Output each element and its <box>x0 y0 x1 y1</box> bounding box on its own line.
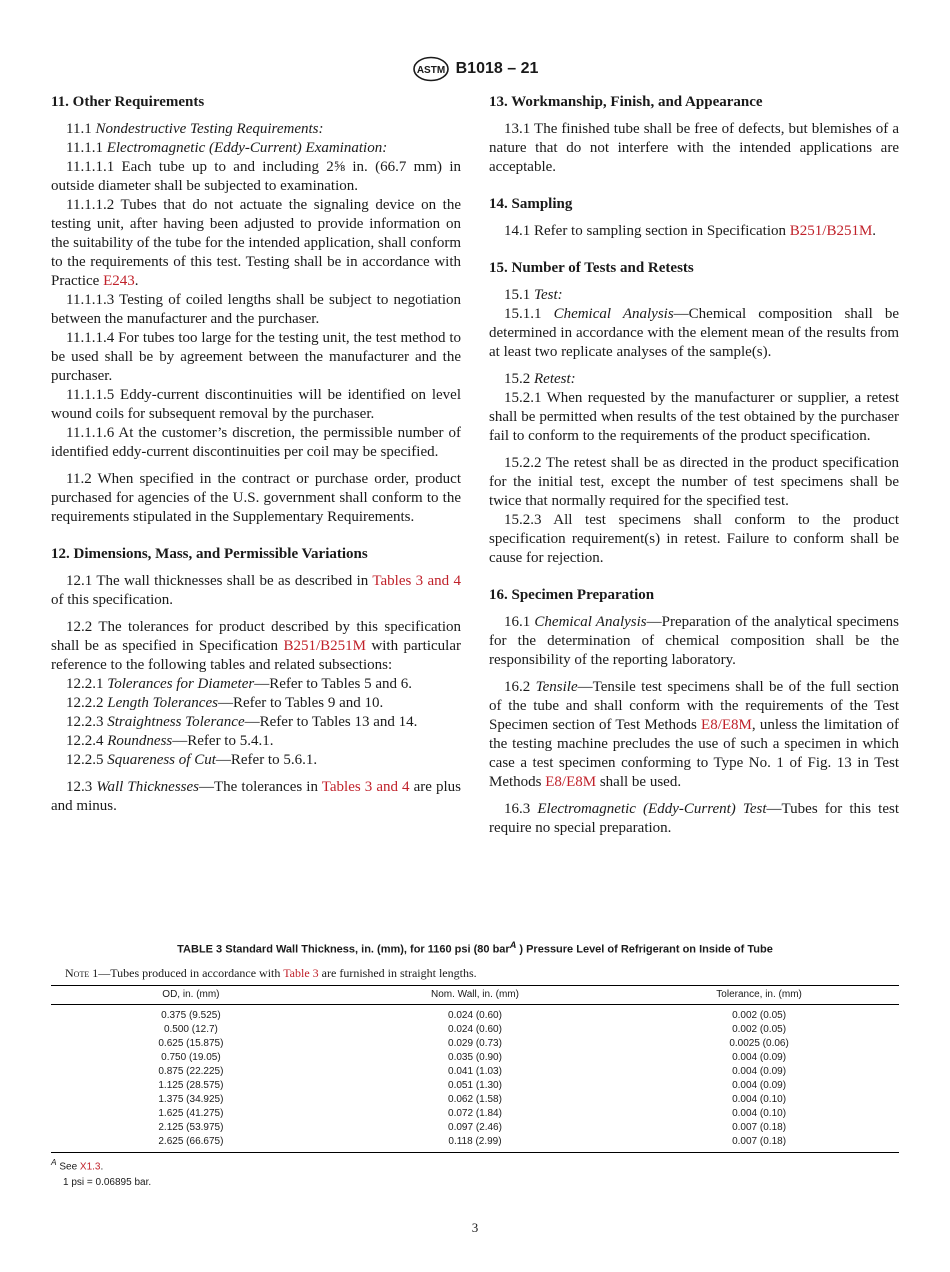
section-13-heading: 13. Workmanship, Finish, and Appearance <box>489 94 763 110</box>
left-column <box>51 93 461 816</box>
table-3-caption: TABLE 3 Standard Wall Thickness, in. (mm), for 1160 psi (80 bar$^A$ ) Pressure Level of Refrigerant on Inside of Tube <box>177 940 773 956</box>
logo-text: ASTM <box>416 65 445 76</box>
section-12-heading: 12. Dimensions, Mass, and Permissible Variations <box>51 546 368 562</box>
astm-logo-icon <box>412 56 450 82</box>
table-row: 1.375 (34.925) 0.062 (1.58) 0.004 (0.10) <box>158 1093 787 1105</box>
para-11-1-1-1: 11.1.1.1 Each tube up to and including 2⅝ in. (66.7 mm) in outside diameter shall be subjected to examination. <box>51 159 461 194</box>
page-header <box>0 55 950 83</box>
table-row: 0.625 (15.875) 0.029 (0.73) 0.0025 (0.06) <box>158 1037 789 1049</box>
standard-designation: B1018 – 21 <box>455 60 539 77</box>
table-3-footnote-a: $^A$ See X1.3. <box>51 1156 104 1172</box>
link-e8-a[interactable]: E8/E8M <box>701 717 752 733</box>
wall-thickness-table <box>51 985 899 1153</box>
para-12-1: 12.1 The wall thicknesses shall be as described in Tables 3 and 4 of this specification. <box>51 573 461 608</box>
para-15-1: 15.1 Test: <box>504 287 563 303</box>
para-11-1-1-4: 11.1.1.4 For tubes too large for the testing unit, the test method to be used shall be by agreement between the manufacturer and the purchaser. <box>51 330 461 384</box>
link-table-3[interactable]: Table 3 <box>283 965 319 980</box>
table-row: 2.625 (66.675) 0.118 (2.99) 0.007 (0.18) <box>51 1135 899 1153</box>
para-12-2-2: 12.2.2 Length Tolerances—Refer to Tables 9 and 10. <box>66 695 384 711</box>
table-row: 0.500 (12.7) 0.024 (0.60) 0.002 (0.05) <box>163 1023 787 1035</box>
section-14-heading: 14. Sampling <box>489 196 573 212</box>
link-e243[interactable]: E243 <box>103 273 135 289</box>
para-15-2-3: 15.2.3 All test specimens shall conform to the product specification requirement(s) in retest. Failure to conform shall be cause for rejection. <box>489 512 899 566</box>
para-12-2-4: 12.2.4 Roundness—Refer to 5.4.1. <box>66 733 274 749</box>
page-number: 3 <box>471 1220 479 1235</box>
para-15-1-1: 15.1.1 Chemical Analysis—Chemical composition shall be determined in accordance with the element mean of the results from at least two replicate analyses of the sample(s). <box>489 306 899 360</box>
para-15-2: 15.2 Retest: <box>504 371 576 387</box>
table-row: 0.750 (19.05) 0.035 (0.90) 0.004 (0.09) <box>161 1051 787 1063</box>
table-3 <box>51 940 899 1190</box>
para-13-1: 13.1 The finished tube shall be free of defects, but blemishes of a nature that do not interfere with the intended applications are acceptable. <box>489 121 899 175</box>
para-11-2: 11.2 When specified in the contract or purchase order, product purchased for agencies of the U.S. government shall conform to the requirements stipulated in the Supplementary Requirements. <box>51 471 461 525</box>
para-16-3: 16.3 Electromagnetic (Eddy-Current) Test—Tubes for this test require no special preparation. <box>489 801 899 836</box>
para-15-2-2: 15.2.2 The retest shall be as directed in the product specification for the initial test, except the number of test specimens shall be twice that normally required for the specified test. <box>489 455 899 509</box>
section-15-heading: 15. Number of Tests and Retests <box>489 260 694 276</box>
link-b251[interactable]: B251/B251M <box>283 638 366 654</box>
para-11-1-1-2: 11.1.1.2 Tubes that do not actuate the signaling device on the testing unit, after having been adjusted to provide information on the suitability of the tube for the intended application, shall conform to the requirements of this test. Testing shall be in accordance with Practice E243. <box>51 197 461 289</box>
col-header-tolerance: Tolerance, in. (mm) <box>619 985 899 1004</box>
link-tables-3-4-b[interactable]: Tables 3 and 4 <box>321 779 410 795</box>
para-12-2-5: 12.2.5 Squareness of Cut—Refer to 5.6.1. <box>66 752 318 768</box>
para-12-2-1: 12.2.1 Tolerances for Diameter—Refer to Tables 5 and 6. <box>66 676 413 692</box>
para-12-3: 12.3 Wall Thicknesses—The tolerances in Tables 3 and 4 are plus and minus. <box>51 779 462 814</box>
section-16-heading: 16. Specimen Preparation <box>489 587 655 603</box>
para-12-2-3: 12.2.3 Straightness Tolerance—Refer to Tables 13 and 14. <box>66 714 418 730</box>
link-x1-3[interactable]: X1.3 <box>79 1160 101 1172</box>
para-11-1-1-3: 11.1.1.3 Testing of coiled lengths shall be subject to negotiation between the manufacturer and the purchaser. <box>51 292 461 327</box>
link-b251-b[interactable]: B251/B251M <box>789 223 873 239</box>
table-row: 1.625 (41.275) 0.072 (1.84) 0.004 (0.10) <box>158 1107 787 1119</box>
col-header-nom-wall: Nom. Wall, in. (mm) <box>331 985 619 1004</box>
table-3-footnote-psi: 1 psi = 0.06895 bar. <box>63 1176 152 1188</box>
link-e8-b[interactable]: E8/E8M <box>545 774 597 790</box>
right-column <box>489 93 899 838</box>
para-14-1: 14.1 Refer to sampling section in Specification B251/B251M. <box>504 223 877 239</box>
table-row: 0.875 (22.225) 0.041 (1.03) 0.004 (0.09) <box>158 1065 787 1077</box>
para-11-1-1-6: 11.1.1.6 At the customer’s discretion, the permissible number of identified eddy-current discontinuities per coil may be specified. <box>51 425 461 460</box>
table-row: 0.375 (9.525) 0.024 (0.60) 0.002 (0.05) <box>161 1009 787 1021</box>
para-11-1-1: 11.1.1 Electromagnetic (Eddy-Current) Examination: <box>66 140 388 156</box>
table-row: 2.125 (53.975) 0.097 (2.46) 0.007 (0.18) <box>158 1121 787 1133</box>
para-11-1: 11.1 Nondestructive Testing Requirements: <box>66 121 324 137</box>
para-16-2: 16.2 Tensile—Tensile test specimens shall be of the full section of the tube and shall conform with the requirements of the Test Specimen section of Test Methods E8/E8M, unless the limitation of the testing machine precludes the use of such a specimen in which case a test specimen conforming to Type No. 1 of Fig. 13 in Test Methods E8/E8M shall be used. <box>489 679 900 790</box>
para-15-2-1: 15.2.1 When requested by the manufacturer or supplier, a retest shall be permitted when results of the test obtained by the purchaser fail to conform to the requirements of the product specification. <box>489 390 899 444</box>
table-3-note: Note 1—Tubes produced in accordance with Table 3 are furnished in straight lengths. <box>65 965 477 980</box>
col-header-od: OD, in. (mm) <box>51 985 331 1004</box>
para-12-2: 12.2 The tolerances for product described by this specification shall be as specified in Specification B251/B251M with particular reference to the following tables and related subsections: <box>51 619 461 673</box>
link-tables-3-4[interactable]: Tables 3 and 4 <box>372 573 461 589</box>
table-row: 1.125 (28.575) 0.051 (1.30) 0.004 (0.09) <box>158 1079 787 1091</box>
para-11-1-1-5: 11.1.1.5 Eddy-current discontinuities will be identified on level wound coils for subsequent removal by the purchaser. <box>51 387 461 422</box>
section-11-heading: 11. Other Requirements <box>51 94 205 110</box>
para-16-1: 16.1 Chemical Analysis—Preparation of the analytical specimens for the determination of chemical composition shall be the responsibility of the reporting laboratory. <box>489 614 900 668</box>
